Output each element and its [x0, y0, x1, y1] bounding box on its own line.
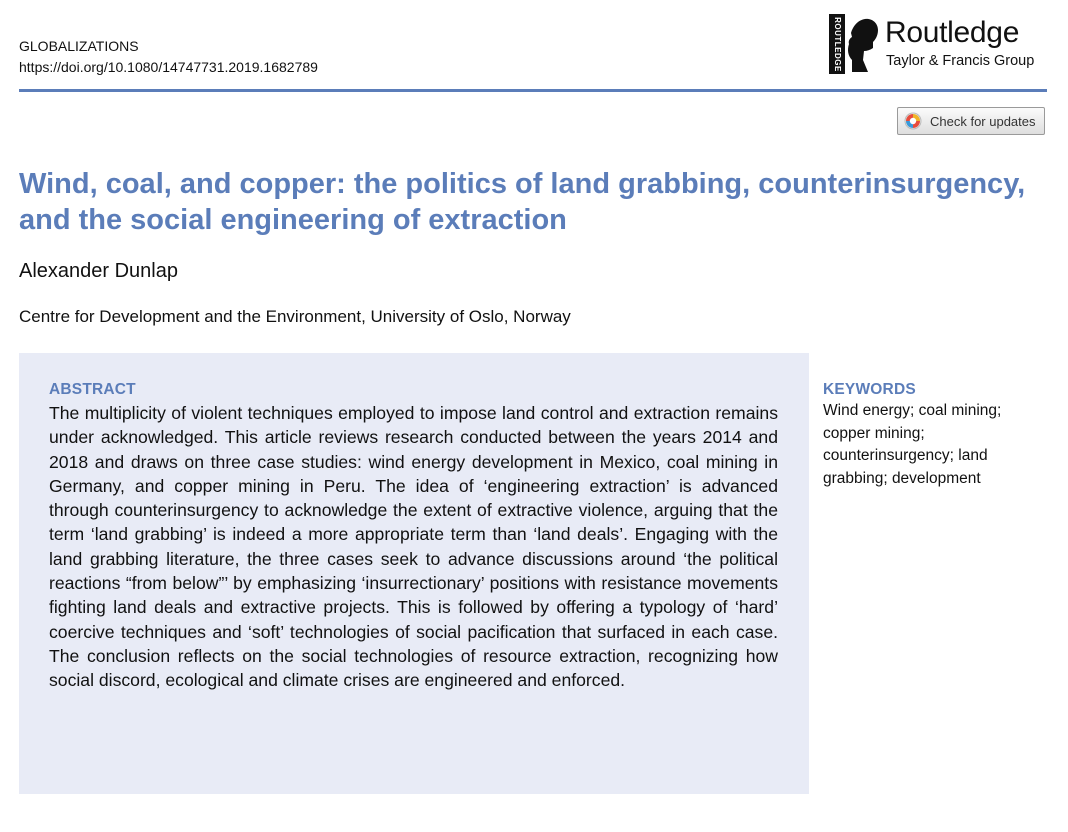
header-divider	[19, 89, 1047, 92]
publisher-group: Taylor & Francis Group	[886, 53, 1035, 69]
logo-mark-text: ROUTLEDGE	[832, 16, 842, 72]
author-name[interactable]: Alexander Dunlap	[19, 260, 178, 282]
crossmark-icon	[904, 112, 922, 130]
abstract-text: The multiplicity of violent techniques employed to impose land control and extraction remains under acknowledged. This article reviews research conducted between the years 2014 and 2018 and draws on three case studies: wind energy development in Mexico, coal mining in Germany, and copper mining in Peru. The idea of ‘engineering extraction’ is advanced through counterinsurgency to acknowledge the extent of extractive violence, arguing that the term ‘land grabbing’ is indeed a more appropriate term than ‘land deals’. Engaging with the land grabbing literature, the three cases seek to advance discussions around ‘the political reactions “from below”’ by emphasizing ‘insurrectionary’ positions with resistance movements fighting land deals and extractive projects. This is followed by offering a typology of ‘hard’ coercive techniques and ‘soft’ technologies of social pacification that surfaced in each case. The conclusion reflects on the social technologies of resource extraction, recognizing how social discord, ecological and climate crises are engineered and enforced.	[49, 403, 778, 691]
author-affiliation: Centre for Development and the Environment, University of Oslo, Norway	[19, 307, 571, 326]
journal-header	[19, 36, 318, 78]
publisher-name: Routledge	[885, 16, 1020, 49]
check-for-updates-button[interactable]	[897, 107, 1045, 135]
doi-link[interactable]: https://doi.org/10.1080/14747731.2019.1682789	[19, 59, 318, 75]
article-title: Wind, coal, and copper: the politics of land grabbing, counterinsurgency, and the social engineering of extraction	[19, 168, 1026, 236]
journal-name: GLOBALIZATIONS	[19, 38, 139, 54]
keywords-heading: KEYWORDS	[823, 381, 916, 398]
abstract-heading: ABSTRACT	[49, 381, 136, 398]
keywords-list: Wind energy; coal mining; copper mining; counterinsurgency; land grabbing; development	[823, 402, 1002, 487]
profile-head-icon	[846, 16, 880, 74]
logo-mark	[829, 14, 845, 74]
publisher-logo	[829, 14, 1049, 76]
check-for-updates-label: Check for updates	[930, 113, 1036, 129]
